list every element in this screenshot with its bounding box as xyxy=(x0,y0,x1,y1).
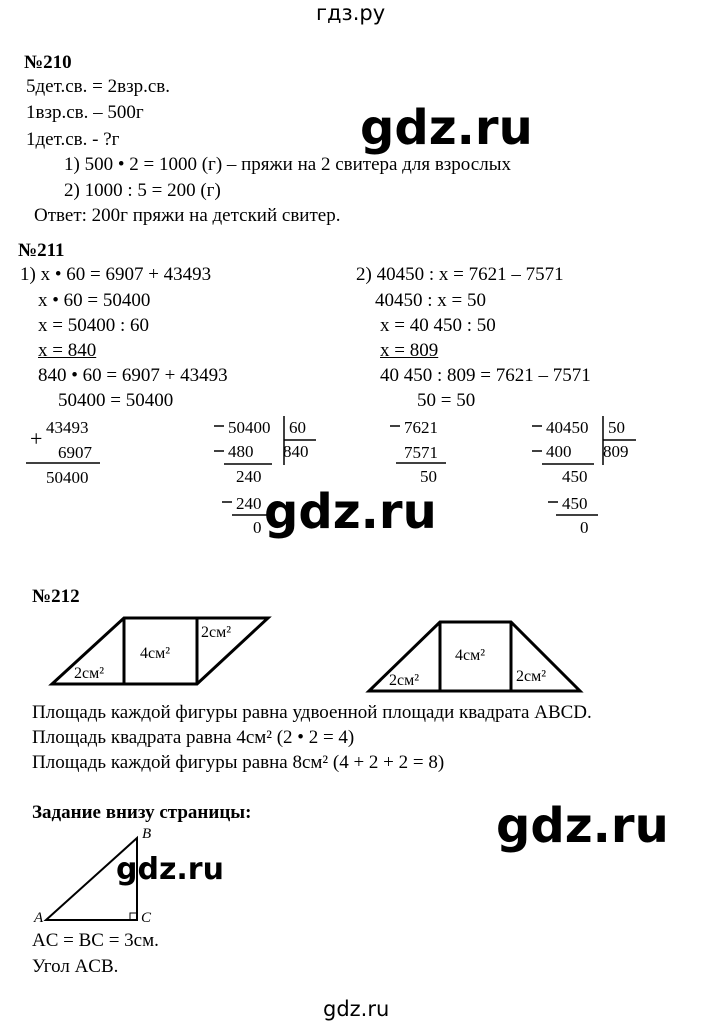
subtrahend: 450 xyxy=(562,494,588,513)
addend-b: 6907 xyxy=(58,443,92,462)
divisor: 60 xyxy=(289,418,306,437)
remainder: 450 xyxy=(562,467,588,486)
quotient: 809 xyxy=(603,442,629,461)
task-210-line: 1дет.св. - ?г xyxy=(26,129,120,150)
plus-sign: + xyxy=(30,426,43,451)
dividend: 40450 xyxy=(546,418,589,437)
vertex-label: A xyxy=(34,910,44,926)
equation-line: 1) x • 60 = 6907 + 43493 xyxy=(20,264,212,285)
task-210-line: 2) 1000 : 5 = 200 (г) xyxy=(64,180,221,201)
equation-line: x = 50400 : 60 xyxy=(38,315,149,336)
area-label: 2см² xyxy=(389,672,420,689)
divisor: 50 xyxy=(608,418,625,437)
remainder: 240 xyxy=(236,467,262,486)
vertex-label: B xyxy=(142,826,152,842)
bottom-task-title: Задание внизу страницы: xyxy=(32,802,252,823)
minuend: 7621 xyxy=(404,418,438,437)
task-212-line: Площадь каждой фигуры равна 8см² (4 + 2 + 2 = 8) xyxy=(32,752,445,773)
subtrahend: 7571 xyxy=(404,443,438,462)
task-212-line: Площадь каждой фигуры равна удвоенной площади квадрата ABCD. xyxy=(32,702,592,723)
equation-check: 40 450 : 809 = 7621 – 7571 xyxy=(380,365,591,386)
task-212-title: №212 xyxy=(32,586,80,607)
subtrahend: 400 xyxy=(546,442,572,461)
equation-line: 2) 40450 : x = 7621 – 7571 xyxy=(356,264,564,285)
equation-check: 50400 = 50400 xyxy=(58,390,174,411)
site-footer: gdz.ru xyxy=(323,997,390,1021)
task-212-line: Площадь квадрата равна 4см² (2 • 2 = 4) xyxy=(32,727,355,748)
bottom-task-line: AC = BC = 3см. xyxy=(32,930,159,951)
watermark: gdz.ru xyxy=(116,852,224,887)
equation-line: 40450 : x = 50 xyxy=(375,290,486,311)
vertex-label: C xyxy=(141,910,152,926)
area-label: 2см² xyxy=(201,624,232,641)
area-label: 2см² xyxy=(516,668,547,685)
sum: 50400 xyxy=(46,468,89,487)
area-label: 4см² xyxy=(455,647,486,664)
watermark: gdz.ru xyxy=(496,798,669,854)
task-210-line: 1взр.св. – 500г xyxy=(26,102,144,123)
equation-check: 50 = 50 xyxy=(417,390,476,411)
equation-check: 840 • 60 = 6907 + 43493 xyxy=(38,365,228,386)
task-210-line: 1) 500 • 2 = 1000 (г) – пряжи на 2 свитера для взрослых xyxy=(64,154,511,175)
equation-answer: x = 840 xyxy=(38,340,97,361)
quotient: 840 xyxy=(283,442,309,461)
bottom-task-line: Угол ACB. xyxy=(32,956,119,977)
site-header: гдз.ру xyxy=(316,1,386,25)
difference: 50 xyxy=(420,467,437,486)
remainder: 0 xyxy=(253,518,262,537)
subtrahend: 240 xyxy=(236,494,262,513)
equation-line: x = 40 450 : 50 xyxy=(380,315,496,336)
equation-answer: x = 809 xyxy=(380,340,439,361)
dividend: 50400 xyxy=(228,418,271,437)
watermark: gdz.ru xyxy=(360,100,533,156)
area-label: 4см² xyxy=(140,645,171,662)
area-label: 2см² xyxy=(74,665,105,682)
subtrahend: 480 xyxy=(228,442,254,461)
addend-a: 43493 xyxy=(46,418,89,437)
task-211-title: №211 xyxy=(18,240,65,261)
task-210-answer: Ответ: 200г пряжи на детский свитер. xyxy=(34,205,341,226)
equation-line: x • 60 = 50400 xyxy=(38,290,151,311)
task-210-title: №210 xyxy=(24,52,72,73)
watermark: gdz.ru xyxy=(264,484,437,540)
remainder: 0 xyxy=(580,518,589,537)
task-210-line: 5дет.св. = 2взр.св. xyxy=(26,76,170,97)
